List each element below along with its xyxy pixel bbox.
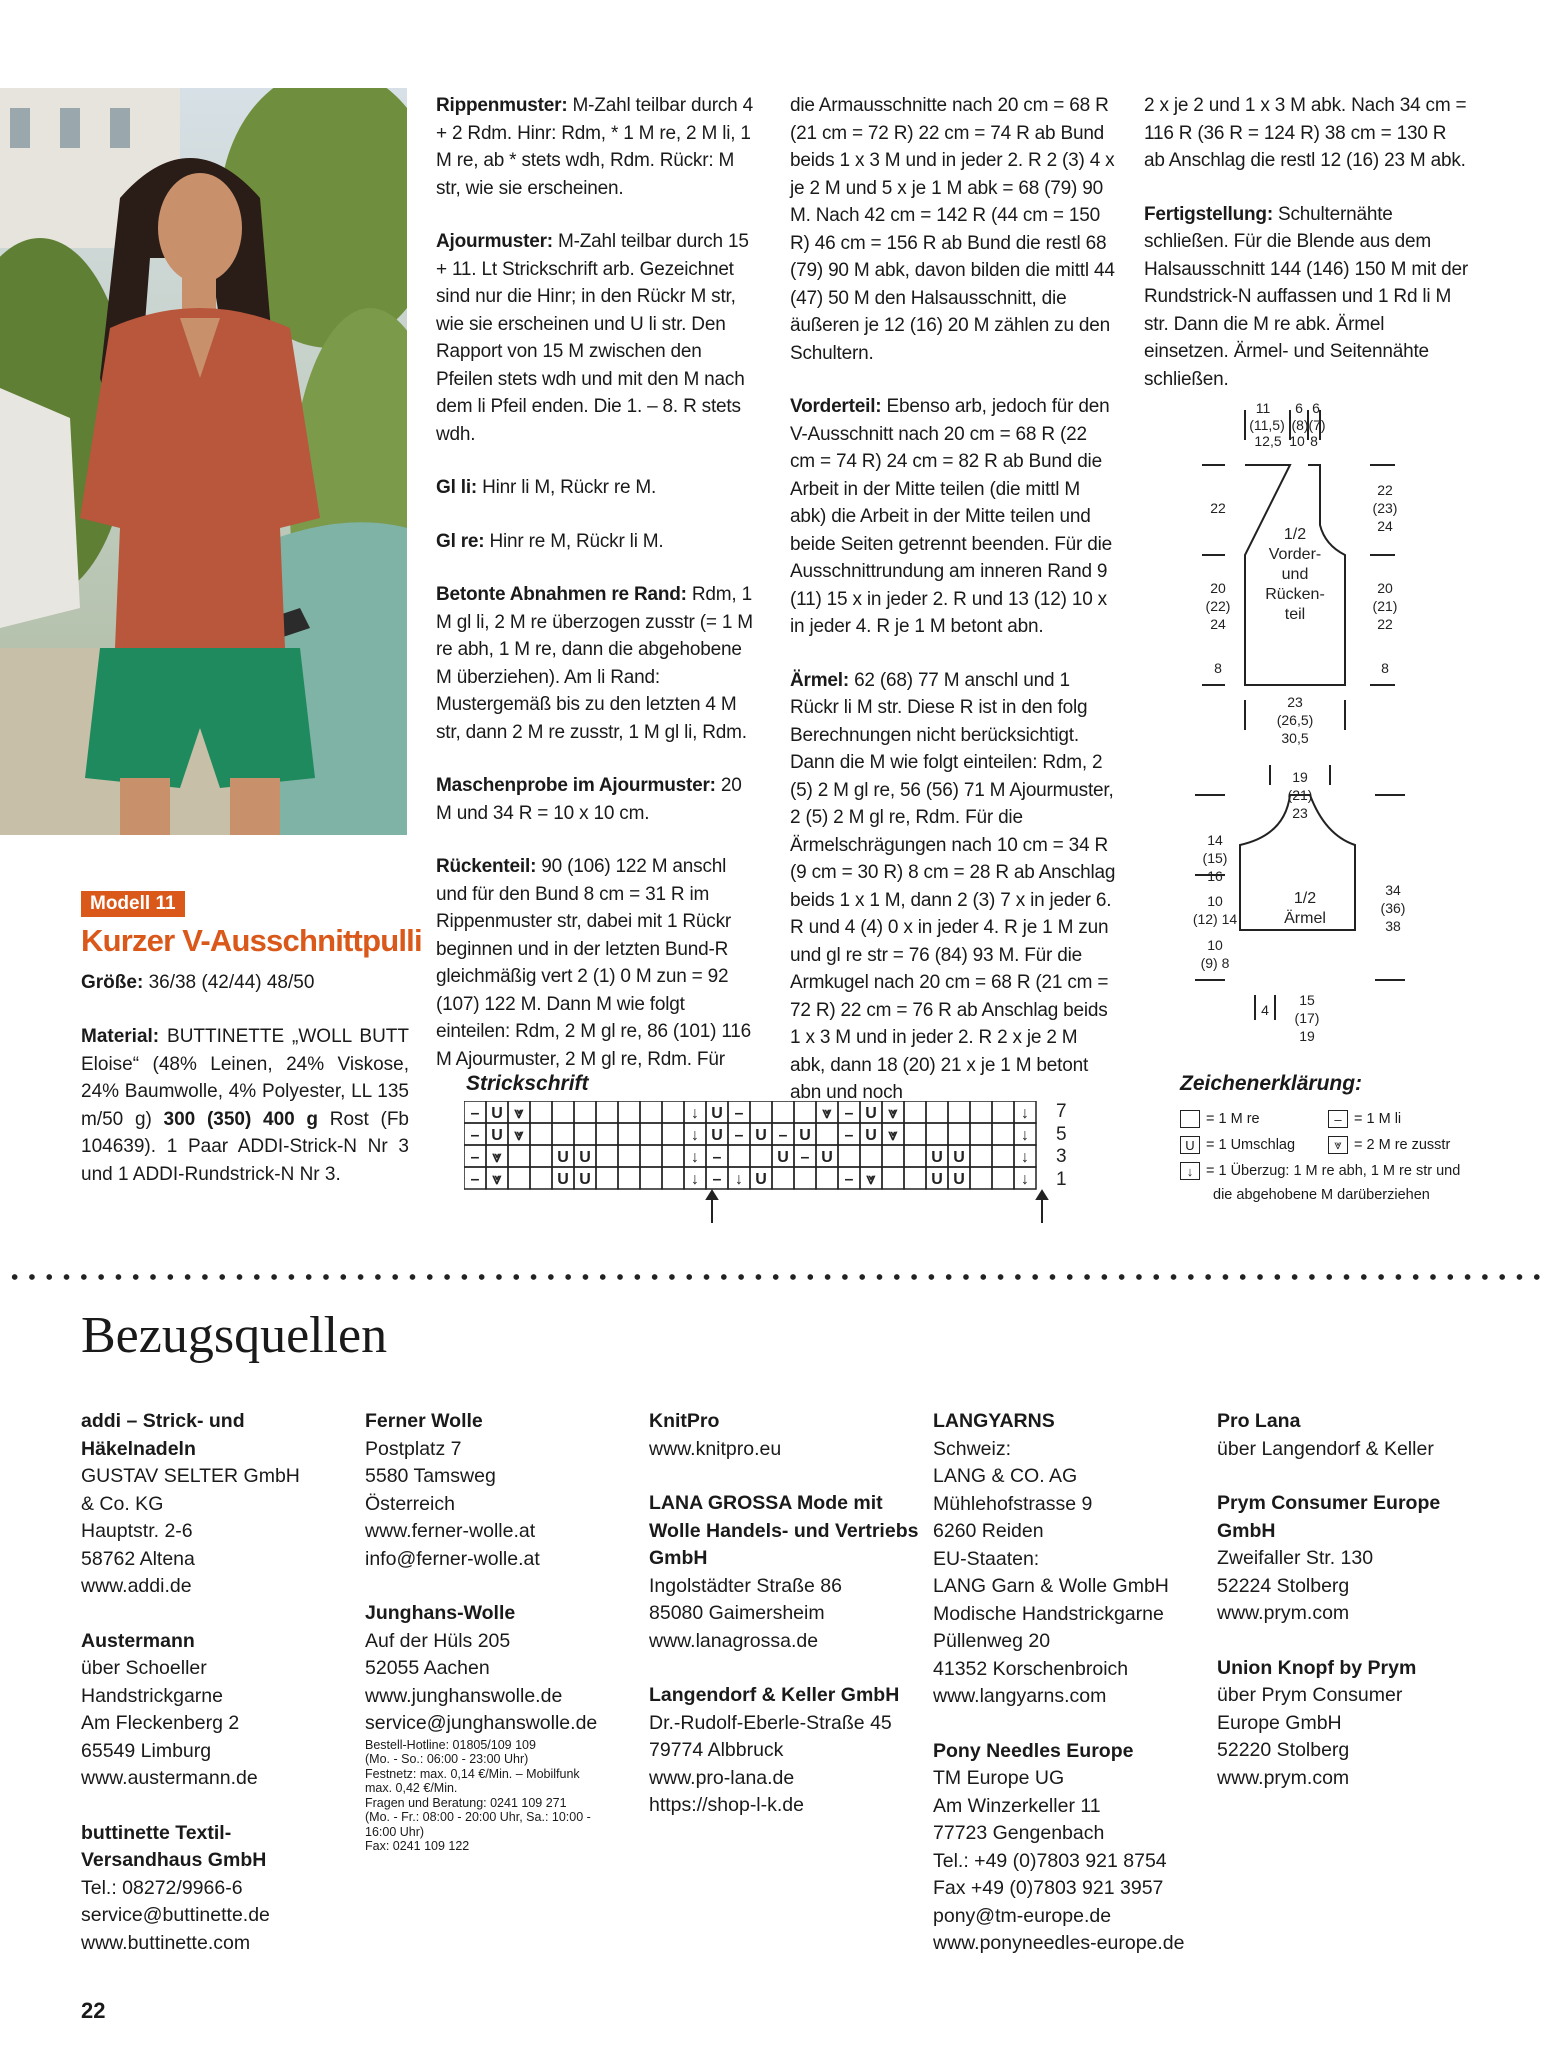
paragraph: Maschenprobe im Ajourmuster: 20 M und 34 R = 10 x 10 cm. xyxy=(436,775,742,824)
piece-label: Vorder- xyxy=(1268,546,1322,563)
dim-label: 22 xyxy=(1377,482,1393,498)
knitting-chart xyxy=(464,1101,1084,1231)
supplier-line: & Co. KG xyxy=(81,1492,164,1515)
dim-label: 30,5 xyxy=(1281,730,1309,746)
supplier-line: 52224 Stolberg xyxy=(1217,1574,1350,1597)
dim-label: 22 xyxy=(1377,616,1393,632)
chart-cell xyxy=(882,1167,904,1189)
legend-title: Zeichenerklärung: xyxy=(1180,1072,1363,1095)
chart-symbol: ↓ xyxy=(1021,1149,1029,1166)
chart-cell xyxy=(530,1101,552,1123)
chart-symbol: U xyxy=(755,1127,767,1144)
dim-label: (8) xyxy=(1291,417,1309,433)
chart-cell xyxy=(970,1167,992,1189)
chart-symbol: U xyxy=(711,1127,723,1144)
chart-cell xyxy=(574,1123,596,1145)
chart-cell xyxy=(992,1101,1014,1123)
dim-label: 4 xyxy=(1261,1002,1269,1018)
chart-symbol: – xyxy=(844,1105,854,1122)
dim-label: 6 xyxy=(1295,400,1303,416)
supplier-column xyxy=(1217,1408,1487,1819)
chart-symbol: U xyxy=(799,1127,811,1144)
supplier-line: Mühlehofstrasse 9 xyxy=(933,1492,1093,1515)
piece-label: teil xyxy=(1284,606,1306,623)
chart-symbol: U xyxy=(953,1149,965,1166)
supplier-line: über Schoeller xyxy=(81,1657,207,1679)
chart-symbol: ↓ xyxy=(1021,1105,1029,1122)
chart-cell xyxy=(530,1167,552,1189)
paragraph: Gl re: Hinr re M, Rückr li M. xyxy=(436,530,664,552)
chart-symbol: ⩔ xyxy=(492,1149,502,1166)
chart-cell xyxy=(640,1167,662,1189)
supplier-line: Postplatz 7 xyxy=(365,1437,462,1460)
supplier-line[interactable]: www.lanagrossa.de xyxy=(649,1629,819,1652)
chart-cell xyxy=(904,1101,926,1123)
material-text: Material: BUTTINETTE „WOLL BUTT Eloise“ (48% Leinen, 24% Viskose, 24% Baumwolle, 4% Polyester, LL 135 m/50 g) 300 (350) 400 g Rost (Fb 104639). 1 Paar ADDI-Strick-N Nr 3 und 1 ADDI-Rundstrick-N Nr 3. xyxy=(81,1026,409,1185)
dim-label: (15) xyxy=(1202,850,1228,866)
supplier-name: Langendorf & Keller GmbH xyxy=(649,1684,900,1706)
chart-symbol: – xyxy=(734,1127,744,1144)
chart-symbol: – xyxy=(800,1149,810,1166)
chart-cell xyxy=(926,1123,948,1145)
instructions-column-1 xyxy=(436,92,762,1099)
paragraph: 2 x je 2 und 1 x 3 M abk. Nach 34 cm = 116 R (36 R = 124 R) 38 cm = 130 R ab Anschlag die restl 12 (16) 23 M abk. xyxy=(1144,95,1467,171)
chart-symbol: ↓ xyxy=(691,1127,699,1144)
supplier-entry xyxy=(365,1408,635,1573)
chart-cell xyxy=(618,1123,640,1145)
dim-label: 8 xyxy=(1381,660,1389,676)
supplier-entry xyxy=(933,1408,1203,1711)
dim-label: 20 xyxy=(1210,580,1226,596)
dim-label: 10 xyxy=(1289,433,1305,449)
chart-title: Strickschrift xyxy=(466,1072,589,1095)
dim-label: (36) xyxy=(1380,900,1406,916)
supplier-name: Pony Needles Europe xyxy=(933,1739,1134,1762)
chart-symbol: U xyxy=(579,1171,591,1188)
chart-cell xyxy=(662,1145,684,1167)
supplier-name: Prym Consumer Europe GmbH xyxy=(1217,1492,1441,1542)
chart-symbol: U xyxy=(821,1149,833,1166)
supplier-line[interactable]: www.ferner-wolle.at xyxy=(365,1520,536,1542)
chart-symbol: ⩔ xyxy=(514,1127,524,1144)
dim-label: 6 xyxy=(1312,400,1320,416)
supplier-name: Union Knopf by Prym xyxy=(1217,1656,1417,1679)
chart-symbol: – xyxy=(470,1105,480,1122)
supplier-line: über Langendorf & Keller xyxy=(1217,1437,1434,1460)
supplier-line[interactable]: www.ponyneedles-europe.de xyxy=(933,1932,1185,1954)
chart-symbol: U xyxy=(953,1171,965,1188)
legend-item: = 1 M re xyxy=(1180,1110,1260,1128)
chart-cell xyxy=(596,1101,618,1123)
supplier-line: 58762 Altena xyxy=(81,1547,195,1570)
supplier-name: buttinette Textil-Versandhaus GmbH xyxy=(81,1821,267,1871)
supplier-line[interactable]: www.langyarns.com xyxy=(933,1685,1107,1707)
chart-symbol: ↓ xyxy=(1021,1171,1029,1188)
dim-label: (21) xyxy=(1287,787,1313,803)
chart-cell xyxy=(772,1101,794,1123)
dim-label: (7) xyxy=(1308,417,1326,433)
chart-cell xyxy=(596,1167,618,1189)
chart-cell xyxy=(596,1123,618,1145)
supplier-column xyxy=(81,1408,351,1984)
chart-symbol: – xyxy=(712,1149,722,1166)
supplier-name: LANGYARNS xyxy=(933,1410,1055,1432)
model-photo xyxy=(0,88,407,835)
supplier-entry xyxy=(649,1682,919,1820)
supplier-entry xyxy=(649,1408,919,1463)
chart-symbol: ⩔ xyxy=(866,1171,876,1188)
chart-symbol: ⩔ xyxy=(514,1105,524,1122)
paragraph: Rückenteil: 90 (106) 122 M anschl und für den Bund 8 cm = 31 R im Rippenmuster str, dabei mit 1 Rückr beginnen und in der letzten Bund-R gleichmäßig vert 2 (1) 0 M zun = 92 (107) 122 M. Dann M wie folgt einteilen: Rdm, 2 M gl re, 86 (101) 116 M Ajourmuster, 2 M gl re, Rdm. Für xyxy=(436,856,752,1070)
chart-symbol: U xyxy=(491,1105,503,1122)
dim-label: 8 xyxy=(1214,660,1222,676)
model-badge: Modell 11 xyxy=(81,891,185,917)
model-photo-illustration xyxy=(0,88,407,835)
dim-label: 15 xyxy=(1299,992,1315,1008)
supplier-line[interactable]: www.pro-lana.de xyxy=(649,1766,795,1789)
dim-label: (23) xyxy=(1372,500,1398,516)
supplier-hotline-info: Bestell-Hotline: 01805/109 109 (Mo. - So.: 06:00 - 23:00 Uhr) Festnetz: max. 0,14 €/Min. – Mobilfunk max. 0,42 €/Min. Fragen und Beratung: 0241 109 271 (Mo. - Fr.: 08:00 - 20:00 Uhr, Sa.: 10:00 - 16:00 Uhr) Fax: 0241 109 122 xyxy=(365,1737,591,1853)
piece-label: Ärmel xyxy=(1284,910,1326,927)
chart-symbol: – xyxy=(844,1171,854,1188)
chart-cell xyxy=(904,1123,926,1145)
slip-over-symbol: ↓ xyxy=(1180,1162,1200,1180)
chart-cell xyxy=(816,1167,838,1189)
chart-cell xyxy=(552,1101,574,1123)
chart-cell xyxy=(640,1123,662,1145)
supplier-line: Am Winzerkeller 11 xyxy=(933,1794,1101,1817)
supplier-line: 41352 Korschenbroich xyxy=(933,1657,1129,1680)
supplier-entry xyxy=(81,1628,351,1793)
size-line: Größe: 36/38 (42/44) 48/50 xyxy=(81,972,315,993)
supplier-line[interactable]: www.junghanswolle.de xyxy=(365,1684,563,1707)
chart-symbol: ↓ xyxy=(735,1171,743,1188)
supplier-line: LANG & CO. AG xyxy=(933,1465,1078,1487)
chart-cell xyxy=(904,1145,926,1167)
dim-label: 23 xyxy=(1292,805,1308,821)
chart-cell xyxy=(750,1101,772,1123)
legend-item: ↓ = 1 Überzug: 1 M re abh, 1 M re str und xyxy=(1180,1162,1460,1180)
supplier-line: Modische Handstrickgarne xyxy=(933,1602,1164,1625)
supplier-entry xyxy=(933,1738,1203,1958)
supplier-line: 79774 Albbruck xyxy=(649,1739,784,1761)
chart-cell xyxy=(618,1145,640,1167)
chart-symbol: – xyxy=(470,1149,480,1166)
chart-cell xyxy=(992,1123,1014,1145)
instructions-column-3 xyxy=(1144,92,1472,419)
supplier-line[interactable]: www.addi.de xyxy=(81,1575,192,1597)
piece-label: 1/2 xyxy=(1293,890,1317,907)
dim-label: 38 xyxy=(1385,918,1401,934)
pattern-title: Kurzer V-Ausschnittpulli xyxy=(81,923,422,958)
size-schematic xyxy=(1180,395,1480,1055)
dim-label: (11,5) xyxy=(1249,417,1285,433)
supplier-line: Dr.-Rudolf-Eberle-Straße 45 xyxy=(649,1711,892,1734)
chart-symbol: – xyxy=(844,1127,854,1144)
supplier-line: Hauptstr. 2-6 xyxy=(81,1520,193,1542)
chart-cell xyxy=(640,1101,662,1123)
dim-label: 24 xyxy=(1377,518,1393,534)
supplier-entry xyxy=(81,1820,351,1958)
dim-label: (9) 8 xyxy=(1200,955,1230,971)
chart-cell xyxy=(882,1145,904,1167)
chart-cell xyxy=(552,1123,574,1145)
supplier-line: Tel.: 08272/9966-6 xyxy=(81,1876,243,1899)
chart-cell xyxy=(618,1167,640,1189)
dotted-divider xyxy=(6,1272,1546,1282)
supplier-name: Austermann xyxy=(81,1629,195,1652)
chart-cell xyxy=(970,1101,992,1123)
row-label: 1 xyxy=(1056,1169,1067,1190)
suppliers-heading: Bezugsquellen xyxy=(81,1307,388,1364)
chart-symbol: U xyxy=(579,1149,591,1166)
chart-symbol: U xyxy=(711,1105,723,1122)
chart-symbol: ⩔ xyxy=(888,1127,898,1144)
row-label: 3 xyxy=(1056,1146,1067,1167)
chart-symbol: – xyxy=(778,1127,788,1144)
dim-label: 11 xyxy=(1255,400,1271,416)
chart-cell xyxy=(662,1167,684,1189)
piece-label: Rücken- xyxy=(1265,586,1325,603)
dim-label: 16 xyxy=(1207,868,1223,884)
chart-cell xyxy=(640,1145,662,1167)
chart-symbol: U xyxy=(865,1105,877,1122)
instructions-column-2 xyxy=(790,92,1116,1133)
row-label: 7 xyxy=(1056,1101,1067,1122)
paragraph: Betonte Abnahmen re Rand: Rdm, 1 M gl li, 2 M re überzogen zusstr (= 1 M re abh, 1 M re, dann die abgehobene M überziehen). Am li Rand: Mustergemäß bis zu den letzten 4 M str, dann 2 M re zusstr, 1 M gl li, Rdm. xyxy=(436,584,753,743)
dim-label: 24 xyxy=(1210,616,1226,632)
supplier-line[interactable]: www.prym.com xyxy=(1217,1766,1350,1789)
dim-label: 10 xyxy=(1207,893,1223,909)
chart-cell xyxy=(992,1167,1014,1189)
chart-symbol: U xyxy=(865,1127,877,1144)
dim-label: 19 xyxy=(1292,769,1308,785)
dim-label: 10 xyxy=(1207,937,1223,953)
supplier-name: LANA GROSSA Mode mit Wolle Handels- und Vertriebs GmbH xyxy=(649,1492,919,1569)
chart-cell xyxy=(618,1101,640,1123)
supplier-line[interactable]: info@ferner-wolle.at xyxy=(365,1547,540,1570)
supplier-name: Pro Lana xyxy=(1217,1410,1301,1432)
supplier-line: Österreich xyxy=(365,1492,455,1515)
dim-label: (22) xyxy=(1205,598,1231,614)
supplier-name: Ferner Wolle xyxy=(365,1410,483,1432)
supplier-line[interactable]: service@buttinette.de xyxy=(81,1904,270,1926)
chart-cell xyxy=(596,1145,618,1167)
supplier-line: Auf der Hüls 205 xyxy=(365,1629,511,1652)
supplier-line[interactable]: www.buttinette.com xyxy=(81,1931,251,1954)
chart-cell xyxy=(838,1145,860,1167)
chart-symbol: – xyxy=(470,1171,480,1188)
supplier-line: 52055 Aachen xyxy=(365,1657,490,1679)
chart-symbol: ↓ xyxy=(691,1149,699,1166)
paragraph: Ärmel: 62 (68) 77 M anschl und 1 Rückr li M str. Diese R ist in den folg Berechnungen nicht berücksichtigt. Dann die M wie folgt einteilen: Rdm, 2 (5) 2 M gl re, 56 (56) 71 M Ajourmuster, 2 (5) 2 M gl re, Rdm. Für die Ärmelschrägungen nach 10 cm = 34 R (9 cm = 30 R) 8 cm = 28 R ab Anschlag beids 1 x 1 M, dann 2 (3) 7 x in jeder 6. R und 4 (4) 0 x in jeder 4. R je 1 M zun und gl re str = 76 (84) 93 M. Für die Armkugel nach 20 cm = 68 R (21 cm = 72 R) 22 cm = 76 R ab Anschlag beids 1 x 3 M und in jeder 2. R 2 x je 2 M abk, dann 18 (20) 21 x je 1 M betont abn und noch xyxy=(790,669,1116,1103)
dim-label: 20 xyxy=(1377,580,1393,596)
chart-symbol: U xyxy=(491,1127,503,1144)
supplier-column xyxy=(365,1408,635,1881)
chart-symbol: – xyxy=(734,1105,744,1122)
chart-symbol: ⩔ xyxy=(822,1105,832,1122)
dim-label: (26,5) xyxy=(1276,712,1314,728)
supplier-entry xyxy=(81,1408,351,1601)
dim-label: (12) 14 xyxy=(1192,911,1238,927)
chart-cell xyxy=(662,1123,684,1145)
supplier-line: 77723 Gengenbach xyxy=(933,1822,1105,1844)
supplier-column xyxy=(649,1408,919,1847)
supplier-line: über Prym Consumer xyxy=(1217,1684,1403,1706)
page-number: 22 xyxy=(81,1998,106,2023)
supplier-entry xyxy=(1217,1655,1487,1793)
legend-item-continued: die abgehobene M darüberziehen xyxy=(1213,1187,1430,1203)
supplier-name: KnitPro xyxy=(649,1410,720,1432)
chart-cell xyxy=(530,1123,552,1145)
supplier-line: 65549 Limburg xyxy=(81,1739,212,1762)
supplier-entry xyxy=(1217,1408,1487,1463)
chart-symbol: ⩔ xyxy=(888,1105,898,1122)
chart-cell xyxy=(508,1145,530,1167)
supplier-line: TM Europe UG xyxy=(933,1767,1065,1789)
paragraph: Fertigstellung: Schulternähte schließen. Für die Blende aus dem Halsausschnitt 144 (146) 150 M mit der Rundstrick-N auffassen und 1 Rd li M str. Dann die M re abk. Ärmel einsetzen. Ärmel- und Seitennähte schließen. xyxy=(1144,203,1469,390)
chart-symbol: U xyxy=(931,1149,943,1166)
supplier-line: Fax +49 (0)7803 921 3957 xyxy=(933,1877,1164,1899)
chart-cell xyxy=(508,1167,530,1189)
chart-cell xyxy=(860,1145,882,1167)
supplier-line[interactable]: pony@tm-europe.de xyxy=(933,1904,1112,1927)
chart-cell xyxy=(530,1145,552,1167)
dim-label: 23 xyxy=(1287,694,1303,710)
supplier-line: Zweifaller Str. 130 xyxy=(1217,1547,1374,1569)
chart-cell xyxy=(772,1167,794,1189)
chart-cell xyxy=(794,1167,816,1189)
supplier-entry xyxy=(649,1490,919,1655)
yarn-over-symbol: U xyxy=(1180,1136,1200,1154)
chart-symbol: ⩔ xyxy=(492,1171,502,1188)
dim-label: (17) xyxy=(1294,1010,1320,1026)
supplier-name: Junghans-Wolle xyxy=(365,1602,516,1624)
paragraph: die Armausschnitte nach 20 cm = 68 R (21 cm = 72 R) 22 cm = 74 R ab Bund beids 1 x 3 M und in jeder 2. R 2 (3) 4 x je 2 M und 5 x je 1 M abk = 68 (79) 90 M. Nach 42 cm = 142 R (44 cm = 150 R) 46 cm = 156 R ab Bund die restl 68 (79) 90 M abk, davon bilden die mittl 44 (47) 50 M den Halsausschnitt, die äußeren je 12 (16) 20 M zählen zu den Schultern. xyxy=(790,95,1115,364)
supplier-column xyxy=(933,1408,1203,1985)
chart-cell xyxy=(794,1101,816,1123)
supplier-line: GUSTAV SELTER GmbH xyxy=(81,1465,300,1487)
piece-label: 1/2 xyxy=(1283,526,1307,543)
dim-label: 34 xyxy=(1385,882,1401,898)
chart-symbol: – xyxy=(470,1127,480,1144)
dim-label: 14 xyxy=(1207,832,1223,848)
dim-label: 12,5 xyxy=(1254,433,1282,449)
chart-symbol: U xyxy=(755,1171,767,1188)
chart-symbol: – xyxy=(712,1171,722,1188)
supplier-line[interactable]: www.prym.com xyxy=(1217,1602,1350,1624)
chart-cell xyxy=(970,1145,992,1167)
supplier-entry xyxy=(365,1600,635,1854)
row-label: 5 xyxy=(1056,1124,1067,1145)
supplier-line[interactable]: www.knitpro.eu xyxy=(649,1437,782,1460)
k2tog-symbol: ⩔ xyxy=(1328,1136,1348,1154)
chart-cell xyxy=(816,1123,838,1145)
supplier-line: EU-Staaten: xyxy=(933,1547,1040,1570)
supplier-line: 6260 Reiden xyxy=(933,1520,1044,1542)
paragraph: Vorderteil: Ebenso arb, jedoch für den V-Ausschnitt nach 20 cm = 68 R (22 cm = 74 R) 24 cm = 82 R ab Bund die Arbeit in der Mitte teilen (die mittl M abk) die Arbeit in der Mitte teilen und beide Seiten getrennt beenden. Für die Ausschnittrundung am inneren Rand 9 (11) 15 x in jeder 2. R und 13 (12) 10 x in jeder 4. R je 1 M betont abn. xyxy=(790,396,1112,637)
chart-symbol: ↓ xyxy=(1021,1127,1029,1144)
supplier-line: 5580 Tamsweg xyxy=(365,1465,496,1487)
chart-cell xyxy=(728,1145,750,1167)
chart-symbol: ↓ xyxy=(691,1105,699,1122)
supplier-line: Handstrickgarne xyxy=(81,1684,223,1707)
supplier-line[interactable]: www.austermann.de xyxy=(81,1767,258,1789)
dim-label: 19 xyxy=(1299,1028,1315,1044)
chart-cell xyxy=(750,1145,772,1167)
paragraph: Rippenmuster: M-Zahl teilbar durch 4 + 2 Rdm. Hinr: Rdm, * 1 M re, 2 M li, 1 M re, ab * stets wdh, Rdm. Rückr: M str, wie sie erscheinen. xyxy=(436,95,753,199)
supplier-line[interactable]: service@junghanswolle.de xyxy=(365,1712,598,1734)
supplier-line: Europe GmbH xyxy=(1217,1711,1342,1734)
legend-item: U = 1 Umschlag xyxy=(1180,1136,1295,1154)
supplier-line: Püllenweg 20 xyxy=(933,1630,1051,1652)
supplier-line: Tel.: +49 (0)7803 921 8754 xyxy=(933,1849,1167,1872)
chart-cell xyxy=(926,1101,948,1123)
dim-label: (21) xyxy=(1372,598,1398,614)
chart-symbol: U xyxy=(931,1171,943,1188)
supplier-line: LANG Garn & Wolle GmbH xyxy=(933,1575,1169,1597)
dim-label: 22 xyxy=(1210,500,1226,516)
supplier-line: Ingolstädter Straße 86 xyxy=(649,1574,842,1597)
chart-cell xyxy=(904,1167,926,1189)
chart-cell xyxy=(662,1101,684,1123)
chart-symbol: U xyxy=(557,1149,569,1166)
knit-symbol xyxy=(1180,1110,1200,1128)
supplier-line: 85080 Gaimersheim xyxy=(649,1602,825,1624)
supplier-line: 52220 Stolberg xyxy=(1217,1739,1350,1761)
legend-item: ⩔ = 2 M re zusstr xyxy=(1328,1136,1450,1154)
paragraph: Ajourmuster: M-Zahl teilbar durch 15 + 11. Lt Strickschrift arb. Gezeichnet sind nur die Hinr; in den Rückr M str, wie sie erscheinen und U li str. Den Rapport von 15 M zwischen den Pfeilen stets wdh und mit den M nach dem li Pfeil enden. Die 1. – 8. R stets wdh. xyxy=(436,231,749,445)
supplier-name: addi – Strick- und Häkelnadeln xyxy=(81,1410,245,1460)
supplier-line[interactable]: https://shop-l-k.de xyxy=(649,1794,804,1816)
chart-symbol: U xyxy=(777,1149,789,1166)
supplier-line: Am Fleckenberg 2 xyxy=(81,1712,240,1734)
chart-symbol: U xyxy=(557,1171,569,1188)
piece-label: und xyxy=(1281,566,1309,583)
chart-cell xyxy=(948,1101,970,1123)
paragraph: Gl li: Hinr li M, Rückr re M. xyxy=(436,477,657,498)
chart-symbol: ↓ xyxy=(691,1171,699,1188)
chart-cell xyxy=(574,1101,596,1123)
dim-label: 8 xyxy=(1310,433,1318,449)
purl-symbol: – xyxy=(1328,1110,1348,1128)
legend-item: – = 1 M li xyxy=(1328,1110,1401,1128)
chart-cell xyxy=(970,1123,992,1145)
chart-cell xyxy=(948,1123,970,1145)
supplier-entry xyxy=(1217,1490,1487,1628)
chart-cell xyxy=(992,1145,1014,1167)
supplier-line: Schweiz: xyxy=(933,1437,1012,1460)
